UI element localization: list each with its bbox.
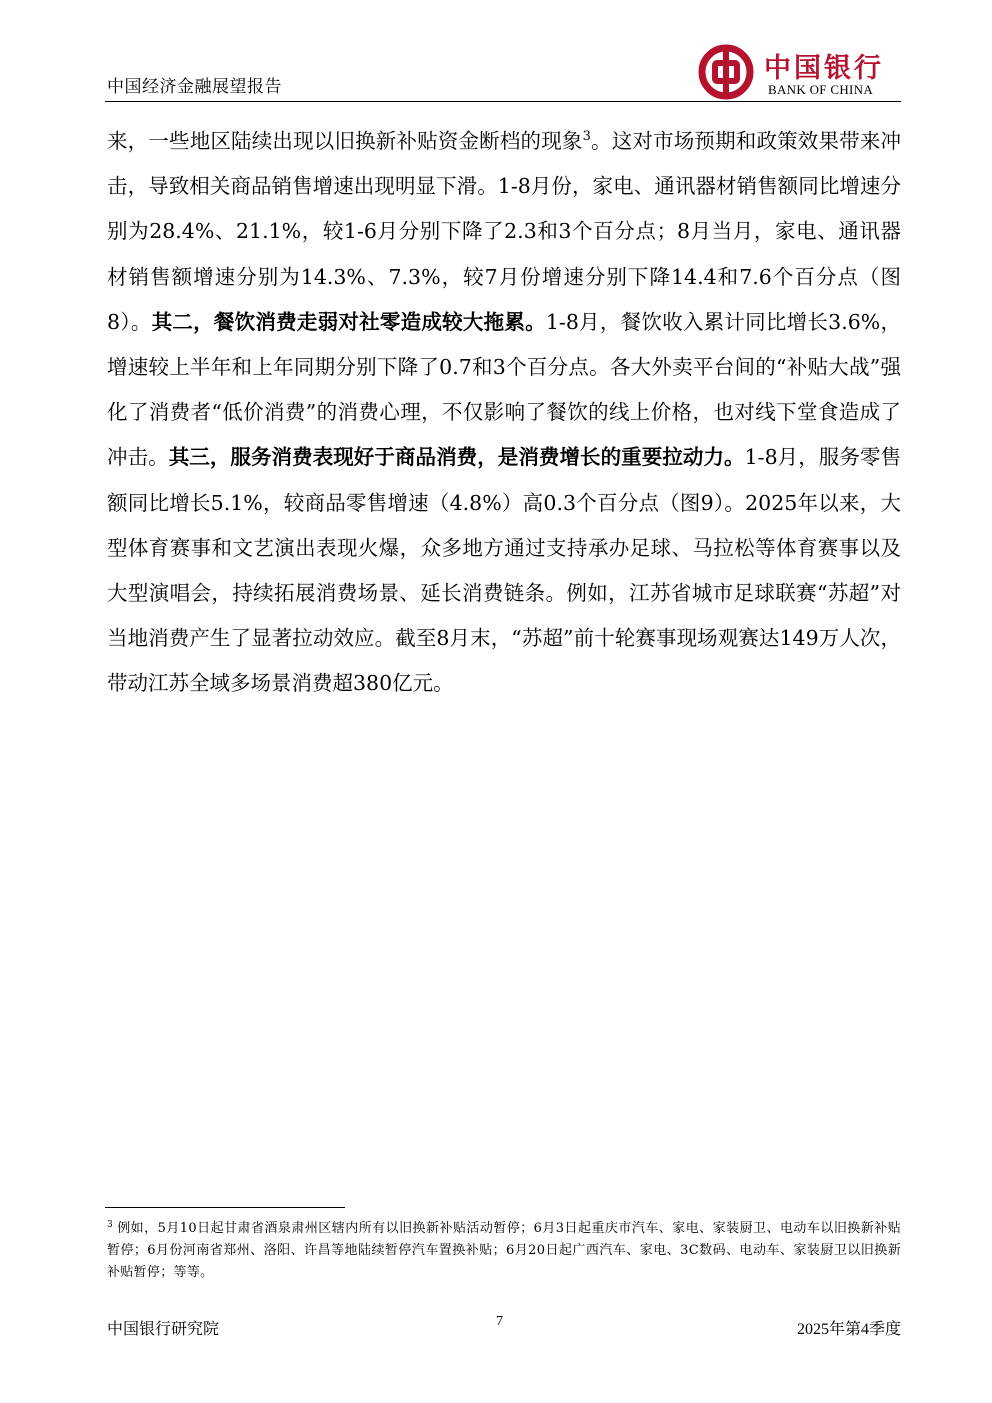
footnote-reference[interactable]: 3 — [582, 129, 591, 145]
footnote-divider — [105, 1207, 345, 1208]
bank-of-china-emblem-icon — [698, 44, 754, 100]
body-text-segment: 1-8月，餐饮收入累计同比增长3.6%，增速较上半年和上年同期分别下降了0.7和3个百分点。各大外卖平台间的“补贴大战”强化了消费者“低价消费”的消费心理，不仅影响了餐饮的线上价格，也对线下堂食造成了冲击。 — [107, 309, 902, 470]
body-text-segment: 1-8月，服务零售额同比增长5.1%，较商品零售增速（4.8%）高0.3个百分点（图9）。2025年以来，大型体育赛事和文艺演出表现火爆，众多地方通过支持承办足球、马拉松等体育赛事以及大型演唱会，持续拓展消费场景、延长消费链条。例如，江苏省城市足球联赛“苏超”对当地消费产生了显著拉动效应。截至8月末，“苏超”前十轮赛事现场观赛达149万人次，带动江苏全域多场景消费超380亿元。 — [107, 445, 902, 696]
footnote-text: 例如，5月10日起甘肃省酒泉肃州区辖内所有以旧换新补贴活动暂停；6月3日起重庆市汽车、家电、家装厨卫、电动车以旧换新补贴暂停；6月份河南省郑州、洛阳、许昌等地陆续暂停汽车置换补贴；6月20日起广西汽车、家电、3C数码、电动车、家装厨卫以旧换新补贴暂停；等等。 — [107, 1221, 901, 1280]
body-text-segment: 来，一些地区陆续出现以旧换新补贴资金断档的现象 — [107, 129, 583, 153]
footnote-mark: 3 — [107, 1219, 114, 1230]
body-text-segment: 。这对市场预期和政策效果带来冲击，导致相关商品销售增速出现明显下滑。1-8月份，家电、通讯器材销售额同比增速分别为28.4%、21.1%，较1-6月分别下降了2.3和3个百分点；8月当月，家电、通讯器材销售额增速分别为14.3%、7.3%，较7月份增速分别下降14.4和7.6个百分点（图8）。 — [107, 129, 902, 334]
report-title: 中国经济金融展望报告 — [107, 77, 282, 97]
logo-english-name: BANK OF CHINA — [768, 82, 874, 97]
body-paragraph — [107, 119, 901, 707]
logo-chinese-name: 中国银行 — [764, 53, 884, 84]
bold-key-point-1: 其二，餐饮消费走弱对社零造成较大拖累。 — [151, 309, 546, 334]
page-number: 7 — [496, 1314, 503, 1329]
footer-period: 2025年第4季度 — [796, 1321, 901, 1338]
bank-logo — [698, 44, 898, 100]
footer-institute: 中国银行研究院 — [107, 1319, 220, 1338]
footnote — [107, 1218, 901, 1284]
header-divider — [105, 101, 901, 102]
bold-key-point-2: 其三，服务消费表现好于商品消费，是消费增长的重要拉动力。 — [168, 445, 745, 470]
